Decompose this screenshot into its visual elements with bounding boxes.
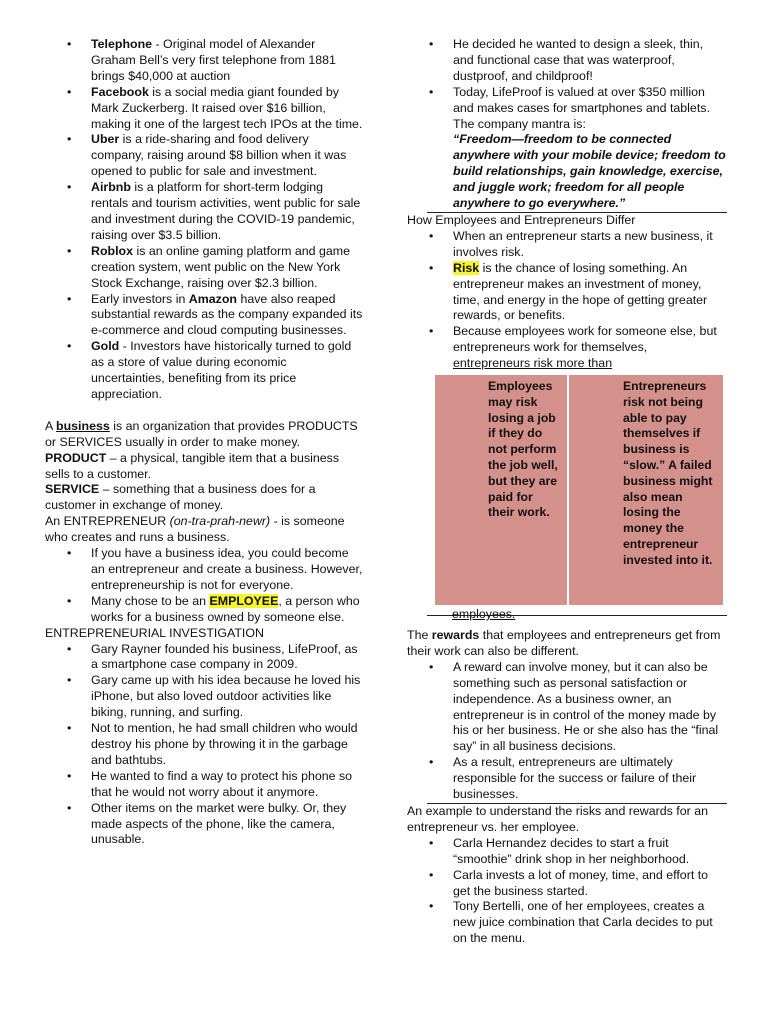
investigation-heading: ENTREPRENEURIAL INVESTIGATION (45, 625, 264, 640)
entrepreneur-points (45, 546, 363, 626)
list-item: • Gary came up with his idea because he loved his iPhone, but also loved outdoor activities like biking, running, and surfing. (45, 673, 363, 721)
list-item: • Not to mention, he had small children who would destroy his phone by throwing it in the garbage and bathtubs. (45, 721, 363, 769)
company-mantra: “Freedom—freedom to be connected anywhere with your mobile device; freedom to build relationships, gain knowledge, exercise, and juggle work; freedom for all people anywhere to go everywhere.” (453, 132, 726, 211)
right-column (407, 37, 727, 947)
differ-points (407, 229, 727, 372)
list-item: • Carla Hernandez decides to start a fruit “smoothie” drink shop in her neighborhood. (407, 836, 727, 868)
list-item: • Airbnb is a platform for short-term lodging rentals and tourism activities, went public for sale and investment during the COVID-19 pandemic, raising over $3.5 billion. (45, 180, 363, 244)
employees-tail: employees. (452, 607, 516, 622)
list-item: • Facebook is a social media giant founded by Mark Zuckerberg. It raised over $16 billion, making it one of the largest tech IPOs at the time. (45, 85, 363, 133)
list-item: • He decided he wanted to design a sleek, thin, and functional case that was waterproof, dustproof, and childproof! (407, 37, 727, 85)
entrepreneur-definition: An ENTREPRENEUR (on-tra-prah-newr) - is someone who creates and runs a business. (45, 514, 345, 545)
lifeproof-points (407, 37, 727, 212)
list-item: • Tony Bertelli, one of her employees, creates a new juice combination that Carla decides to put on the menu. (407, 899, 727, 947)
investigation-points (45, 642, 363, 849)
list-item: • If you have a business idea, you could become an entrepreneur and create a business. However, entrepreneurship is not for everyone. (45, 546, 363, 594)
example-intro: An example to understand the risks and rewards for an entrepreneur vs. her employee. (407, 804, 708, 834)
list-item: • Because employees work for someone else, but entrepreneurs work for themselves, entrepreneurs risk more than (407, 324, 727, 372)
entrepreneur-risk-text: Entrepreneurs risk not being able to pay themselves if business is “slow.” A failed business might also mean losing the money the entrepreneur invested into it. (623, 379, 713, 567)
list-item: • Uber is a ride-sharing and food delivery company, raising around $8 billion when it was opened to public for sale and investment. (45, 132, 363, 180)
list-item: • Today, LifeProof is valued at over $350 million and makes cases for smartphones and tablets. The company mantra is: “Freedom—freedom to be connected anywhere with your mobile device; freedom to build relationships, gain knowledge, exercise, and juggle work; freedom for all people anywhere to go everywhere.” (407, 85, 727, 212)
service-definition: SERVICE – something that a business does for a customer in exchange of money. (45, 482, 316, 513)
list-item: • Many chose to be an EMPLOYEE, a person who works for a business owned by someone else. (45, 594, 363, 626)
left-column (45, 37, 363, 848)
list-item: • As a result, entrepreneurs are ultimately responsible for the success or failure of their businesses. (407, 755, 727, 803)
list-item: • Telephone - Original model of Alexander Graham Bell’s very first telephone from 1881 brings $40,000 at auction (45, 37, 363, 85)
list-item: • Other items on the market were bulky. Or, they made aspects of the phone, like the camera, unusable. (45, 801, 363, 849)
example-points (407, 836, 727, 947)
investment-list (45, 37, 363, 403)
business-definition: A business is an organization that provides PRODUCTS or SERVICES usually in order to make money. (45, 418, 358, 449)
differ-heading: How Employees and Entrepreneurs Differ (407, 212, 636, 227)
rewards-points (407, 660, 727, 803)
list-item: • Gary Rayner founded his business, LifeProof, as a smartphone case company in 2009. (45, 642, 363, 674)
list-item: • Gold - Investors have historically turned to gold as a store of value during economic uncertainties, benefiting from its price appreciation. (45, 339, 363, 403)
list-item: • He wanted to find a way to protect his phone so that he would not worry about it anymore. (45, 769, 363, 801)
list-item: • A reward can involve money, but it can also be something such as personal satisfaction or independence. As a business owner, an entrepreneur is in control of the money made by his or her business. He or she also has the “final say” in all business decisions. (407, 660, 727, 755)
list-item: • When an entrepreneur starts a new business, it involves risk. (407, 229, 727, 261)
rewards-intro: The rewards that employees and entrepreneurs get from their work can also be different. (407, 628, 721, 658)
box-divider (567, 375, 569, 605)
list-item: • Carla invests a lot of money, time, and effort to get the business started. (407, 868, 727, 900)
list-item: • Early investors in Amazon have also reaped substantial rewards as the company expanded its e-commerce and cloud computing businesses. (45, 292, 363, 340)
risk-comparison-box (435, 375, 723, 622)
list-item: • Risk is the chance of losing something. An entrepreneur makes an investment of money, time, and energy in the hope of getting greater rewards, or benefits. (407, 261, 727, 325)
product-definition: PRODUCT – a physical, tangible item that a business sells to a customer. (45, 450, 340, 481)
list-item: • Roblox is an online gaming platform and game creation system, went public on the New York Stock Exchange, raising over $2.3 billion. (45, 244, 363, 292)
employee-risk-text: Employees may risk losing a job if they do not perform the job well, but they are paid for their work. (488, 379, 558, 520)
